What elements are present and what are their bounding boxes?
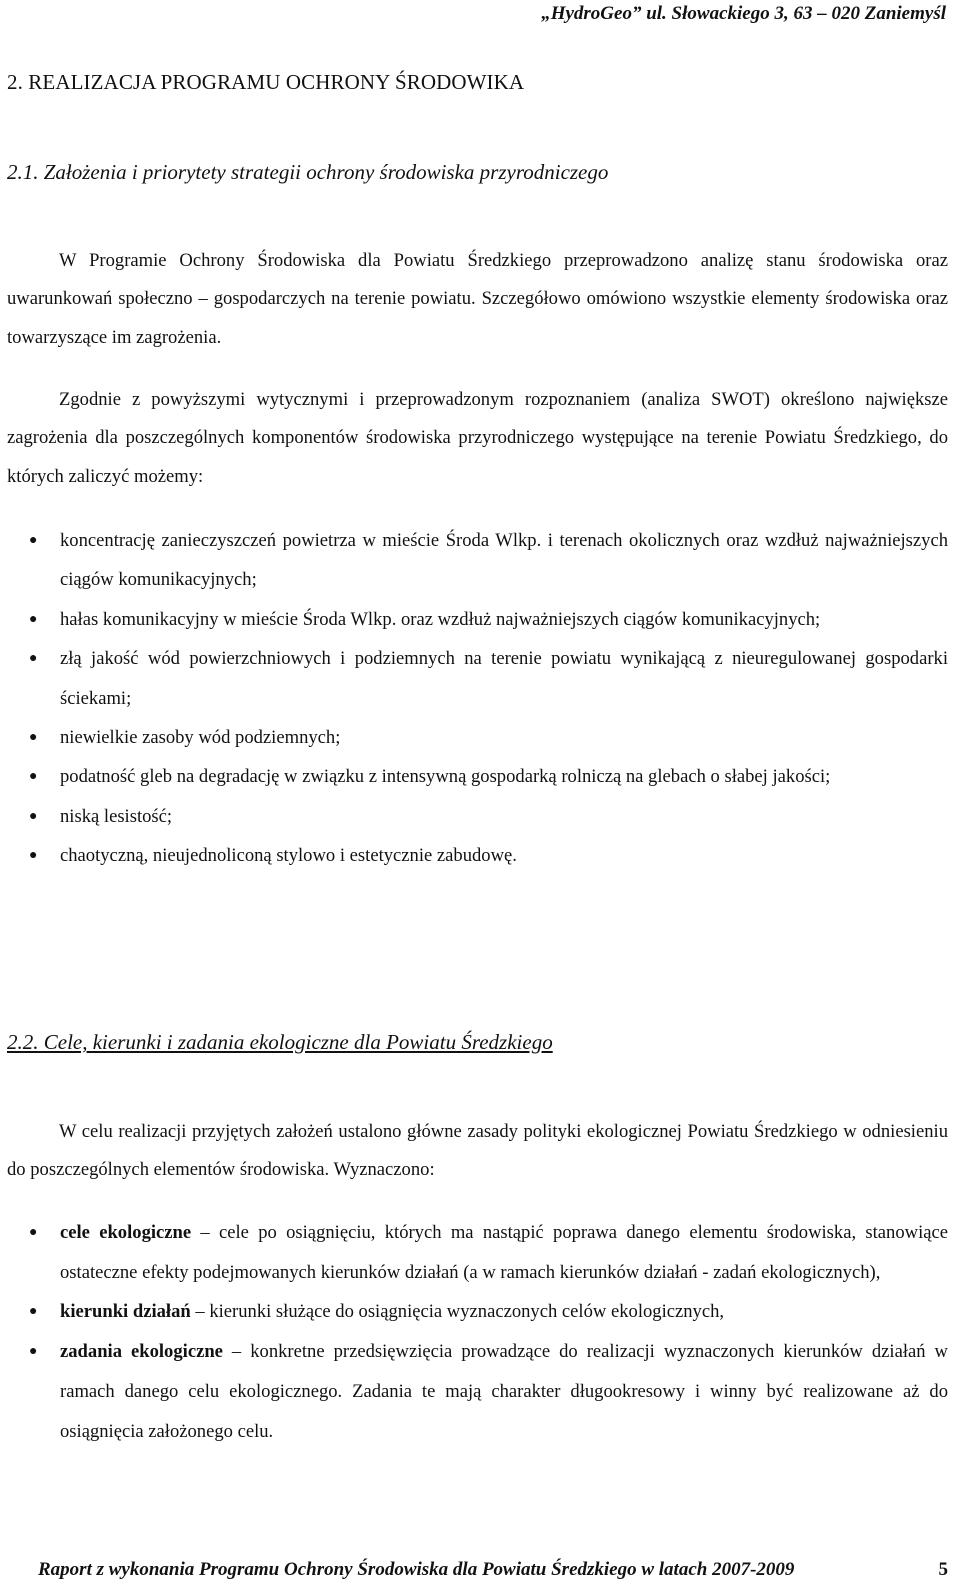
bullet-icon: ● [29, 1304, 38, 1320]
threats-list [7, 521, 948, 876]
goals-list [7, 1213, 948, 1451]
section-title: 2. REALIZACJA PROGRAMU OCHRONY ŚRODOWIKA [7, 70, 525, 94]
bullet-icon: ● [29, 533, 38, 548]
footer-text: Raport z wykonania Programu Ochrony Środowiska dla Powiatu Średzkiego w latach 2007-2009 [38, 1559, 795, 1580]
page-header: „HydroGeo” ul. Słowackiego 3, 63 – 020 Zaniemyśl [541, 3, 946, 24]
bullet-icon: ● [29, 808, 38, 824]
subsection-title-2-2: 2.2. Cele, kierunki i zadania ekologiczne dla Powiatu Średzkiego [7, 1030, 553, 1054]
list-item: ● koncentrację zanieczyszczeń powietrza w mieście Środa Wlkp. i terenach okolicznych oraz wzdłuż najważniejszych ciągów komunikacyjnych; [7, 521, 948, 600]
list-item: ● kierunki działań – kierunki służące do osiągnięcia wyznaczonych celów ekologicznych, [7, 1292, 948, 1332]
bullet-icon: ● [29, 848, 38, 864]
list-item: ● cele ekologiczne – cele po osiągnięciu, których ma nastąpić poprawa danego elementu środowiska, stanowiące ostateczne efekty podejmowanych kierunków działań (a w ramach kierunków działań - zadań ekologicznych), [7, 1213, 948, 1292]
subsection-title-2-1: 2.1. Założenia i priorytety strategii ochrony środowiska przyrodniczego [7, 160, 609, 184]
list-item: ● zadania ekologiczne – konkretne przedsięwzięcia prowadzące do realizacji wyznaczonych kierunków działań w ramach danego celu ekologicznego. Zadania te mają charakter długookresowy i winny być realizowane aż do osiągnięcia założonego celu. [7, 1332, 948, 1451]
list-item: ● hałas komunikacyjny w mieście Środa Wlkp. oraz wzdłuż najważniejszych ciągów komunikacyjnych; [7, 600, 948, 639]
term-kierunki-dzialan: kierunki działań [60, 1301, 191, 1323]
paragraph-policy [7, 1113, 948, 1190]
term-zadania-ekologiczne: zadania ekologiczne [60, 1341, 223, 1363]
paragraph-swot [7, 381, 948, 496]
list-item: ● niską lesistość; [7, 797, 948, 836]
term-cele-ekologiczne: cele ekologiczne [60, 1222, 192, 1243]
bullet-icon: ● [29, 611, 38, 627]
list-item: ● chaotyczną, nieujednoliconą stylowo i estetycznie zabudowę. [7, 836, 948, 875]
page-number: 5 [938, 1559, 948, 1580]
list-item: ● niewielkie zasoby wód podziemnych; [7, 718, 948, 757]
bullet-icon: ● [29, 651, 38, 667]
bullet-icon: ● [29, 769, 38, 785]
paragraph-swot-text: Zgodnie z powyższymi wytycznymi i przeprowadzonym rozpoznaniem (analiza SWOT) określono największe zagrożenia dla poszczególnych komponentów środowiska przyrodniczego występujące na terenie Powiatu Średzkiego, do których zaliczyć możemy: [7, 389, 948, 487]
bullet-icon: ● [29, 1344, 38, 1360]
paragraph-intro [7, 242, 948, 357]
list-item: ● podatność gleb na degradację w związku z intensywną gospodarką rolniczą na glebach o słabej jakości; [7, 757, 948, 796]
bullet-icon: ● [29, 730, 38, 746]
bullet-icon: ● [29, 1225, 38, 1240]
list-item: ● złą jakość wód powierzchniowych i podziemnych na terenie powiatu wynikającą z nieuregulowanej gospodarki ściekami; [7, 639, 948, 718]
paragraph-intro-text: W Programie Ochrony Środowiska dla Powiatu Średzkiego przeprowadzono analizę stanu środowiska oraz uwarunkowań społeczno – gospodarczych na terenie powiatu. Szczegółowo omówiono wszystkie elementy środowiska oraz towarzyszące im zagrożenia. [7, 250, 948, 348]
paragraph-policy-text: W celu realizacji przyjętych założeń ustalono główne zasady polityki ekologicznej Powiatu Średzkiego w odniesieniu do poszczególnych elementów środowiska. Wyznaczono: [7, 1121, 948, 1181]
